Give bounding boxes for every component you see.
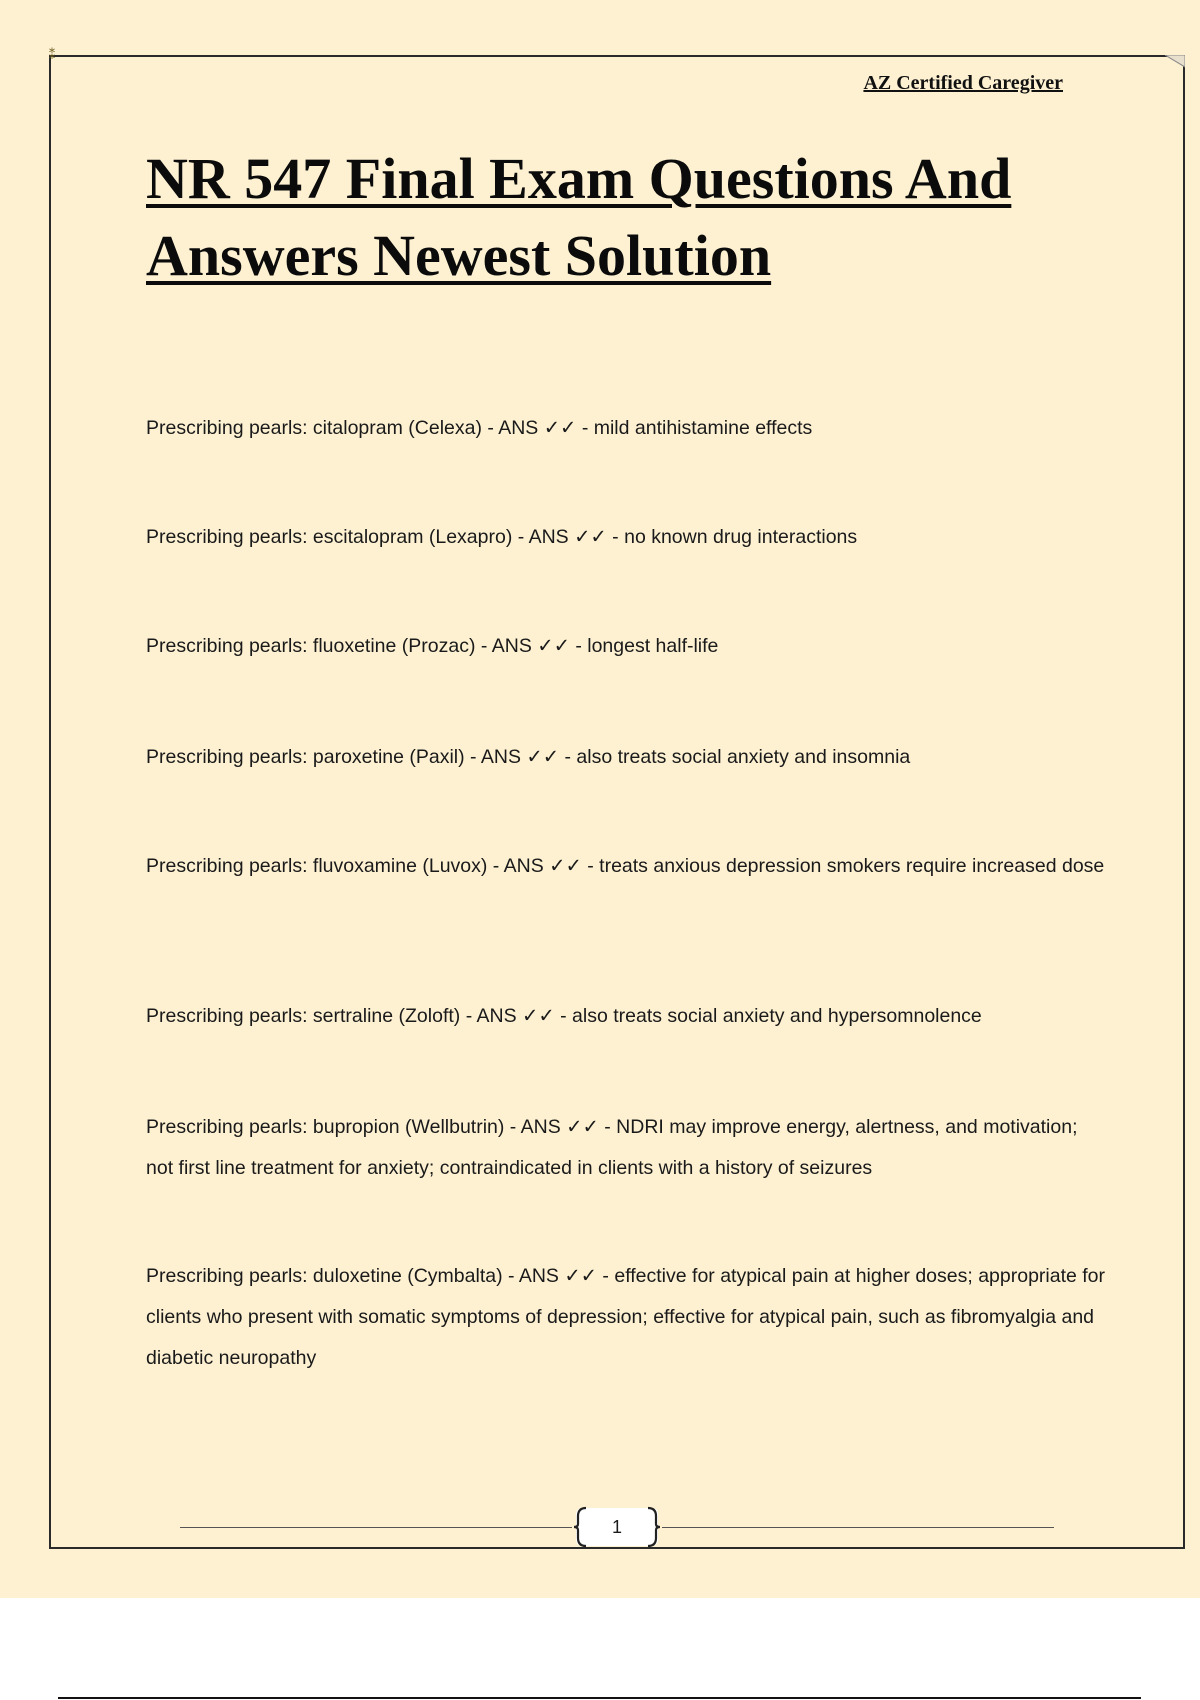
qa-item: Prescribing pearls: bupropion (Wellbutrin) - ANS ✓✓ - NDRI may improve energy, alertness, and motivation; not first line treatment for anxiety; contraindicated in clients with a history of seizures	[146, 1116, 1078, 1179]
qa-item: Prescribing pearls: sertraline (Zoloft) - ANS ✓✓ - also treats social anxiety and hypersomnolence	[146, 1005, 982, 1027]
qa-item: Prescribing pearls: fluoxetine (Prozac) - ANS ✓✓ - longest half-life	[146, 635, 719, 657]
qa-item: Prescribing pearls: duloxetine (Cymbalta) - ANS ✓✓ - effective for atypical pain at higher doses; appropriate for clients who present with somatic symptoms of depression; effective for atypical pain, such as fibromyalgia and diabetic neuropathy	[146, 1265, 1106, 1369]
document-title: NR 547 Final Exam Questions And Answers Newest Solution	[146, 146, 1012, 288]
header-brand: AZ Certified Caregiver	[863, 72, 1063, 94]
corner-mark-icon: ⁑	[49, 48, 55, 62]
footer-rule-right	[662, 1527, 1054, 1528]
footer-rule-left	[180, 1527, 572, 1528]
bottom-rule	[58, 1697, 1141, 1699]
qa-item: Prescribing pearls: fluvoxamine (Luvox) - ANS ✓✓ - treats anxious depression smokers require increased dose	[146, 855, 1105, 877]
page-number-badge	[572, 1506, 662, 1548]
page-number: 1	[611, 1517, 622, 1537]
qa-item: Prescribing pearls: escitalopram (Lexapro) - ANS ✓✓ - no known drug interactions	[146, 526, 858, 548]
qa-item: Prescribing pearls: paroxetine (Paxil) - ANS ✓✓ - also treats social anxiety and insomnia	[146, 746, 911, 768]
page-curl-icon	[1165, 55, 1185, 71]
qa-item: Prescribing pearls: citalopram (Celexa) - ANS ✓✓ - mild antihistamine effects	[146, 417, 813, 439]
